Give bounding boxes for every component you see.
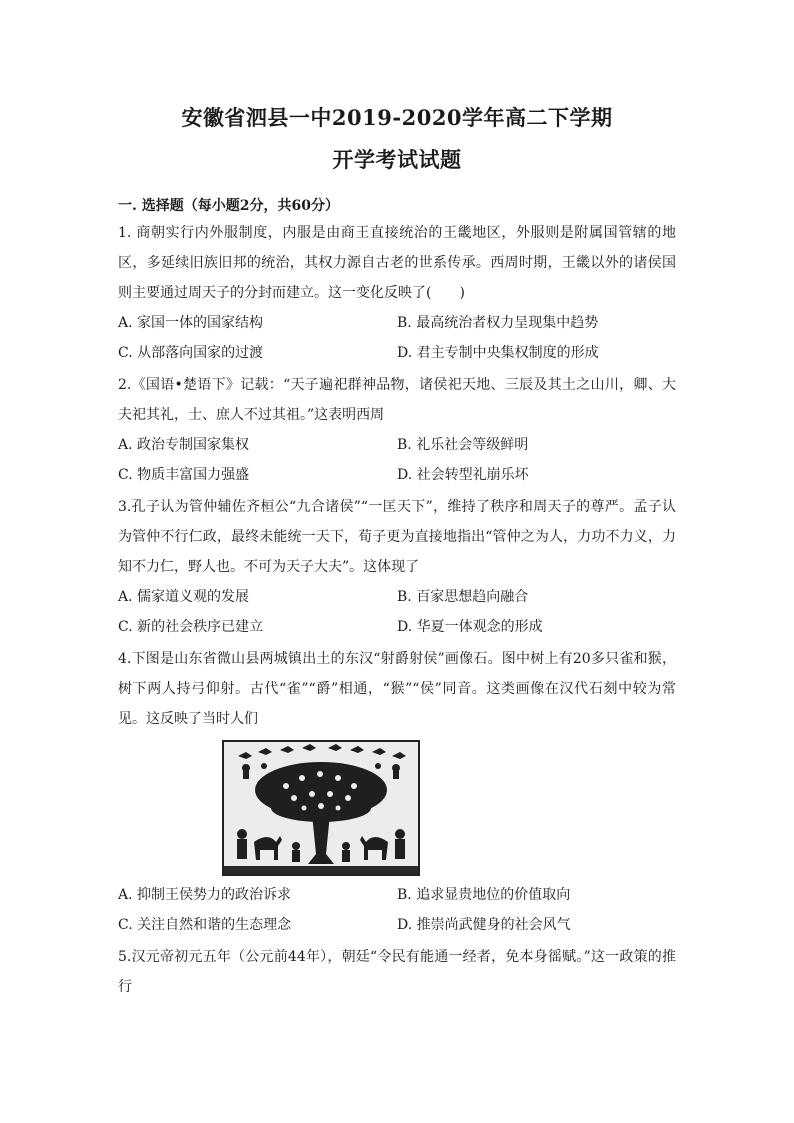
page-title: 安徽省泗县一中2019-2020学年高二下学期 [181, 105, 613, 130]
question-options [118, 308, 676, 368]
section-heading: 一. 选择题（每小题2分，共60分） [118, 198, 339, 214]
option-a: A. 政治专制国家集权 [118, 437, 250, 453]
option-b: B. 最高统治者权力呈现集中趋势 [397, 315, 599, 331]
question-stem: 1. 商朝实行内外服制度，内服是由商王直接统治的王畿地区，外服则是附属国管辖的地区，多延续旧族旧邦的统治，其权力源自古老的世系传承。西周时期，王畿以外的诸侯国则主要通过周天子的分封而建立。这一变化反映了( ) [118, 225, 676, 301]
question-stem: 4.下图是山东省微山县两城镇出土的东汉“射爵射侯”画像石。图中树上有20多只雀和猴，树下两人持弓仰射。古代“雀”“爵”相通，“猴”“侯”同音。这类画像在汉代石刻中较为常见。这反映了当时人们 [118, 651, 676, 727]
option-b: B. 追求显贵地位的价值取向 [397, 887, 571, 903]
option-c: C. 从部落向国家的过渡 [118, 345, 264, 361]
option-c: C. 新的社会秩序已建立 [118, 619, 264, 635]
question-stem: 2.《国语•楚语下》记载：“天子遍祀群神品物，诸侯祀天地、三辰及其土之山川，卿、大夫祀其礼，士、庶人不过其祖。”这表明西周 [118, 377, 676, 423]
option-d: D. 君主专制中央集权制度的形成 [397, 345, 599, 361]
question-4 [118, 644, 676, 940]
option-d: D. 推崇尚武健身的社会风气 [397, 917, 571, 933]
option-b: B. 百家思想趋向融合 [397, 589, 529, 605]
page-subtitle: 开学考试试题 [332, 147, 462, 172]
option-b: B. 礼乐社会等级鲜明 [397, 437, 529, 453]
question-options [118, 880, 676, 940]
option-d: D. 华夏一体观念的形成 [397, 619, 543, 635]
option-d: D. 社会转型礼崩乐坏 [397, 467, 529, 483]
question-5 [118, 942, 676, 1002]
tree-relief-illustration [224, 742, 418, 874]
question-stem: 5.汉元帝初元五年（公元前44年），朝廷“令民有能通一经者，免本身徭赋。”这一政策的推行 [118, 949, 676, 995]
question-options [118, 582, 676, 642]
question-2 [118, 370, 676, 490]
question-stem: 3.孔子认为管仲辅佐齐桓公“九合诸侯”“一匡天下”，维持了秩序和周天子的尊严。孟子认为管仲不行仁政，最终未能统一天下，荀子更为直接地指出“管仲之为人，力功不力义，力知不力仁，野人也。不可为天子大夫”。这体现了 [118, 499, 676, 575]
stone-relief-image [222, 740, 420, 876]
question-options [118, 430, 676, 490]
option-a: A. 家国一体的国家结构 [118, 315, 264, 331]
question-3 [118, 492, 676, 642]
option-a: A. 抑制王侯势力的政治诉求 [118, 887, 292, 903]
option-c: C. 关注自然和谐的生态理念 [118, 917, 292, 933]
question-1 [118, 218, 676, 368]
option-c: C. 物质丰富国力强盛 [118, 467, 250, 483]
option-a: A. 儒家道义观的发展 [118, 589, 250, 605]
